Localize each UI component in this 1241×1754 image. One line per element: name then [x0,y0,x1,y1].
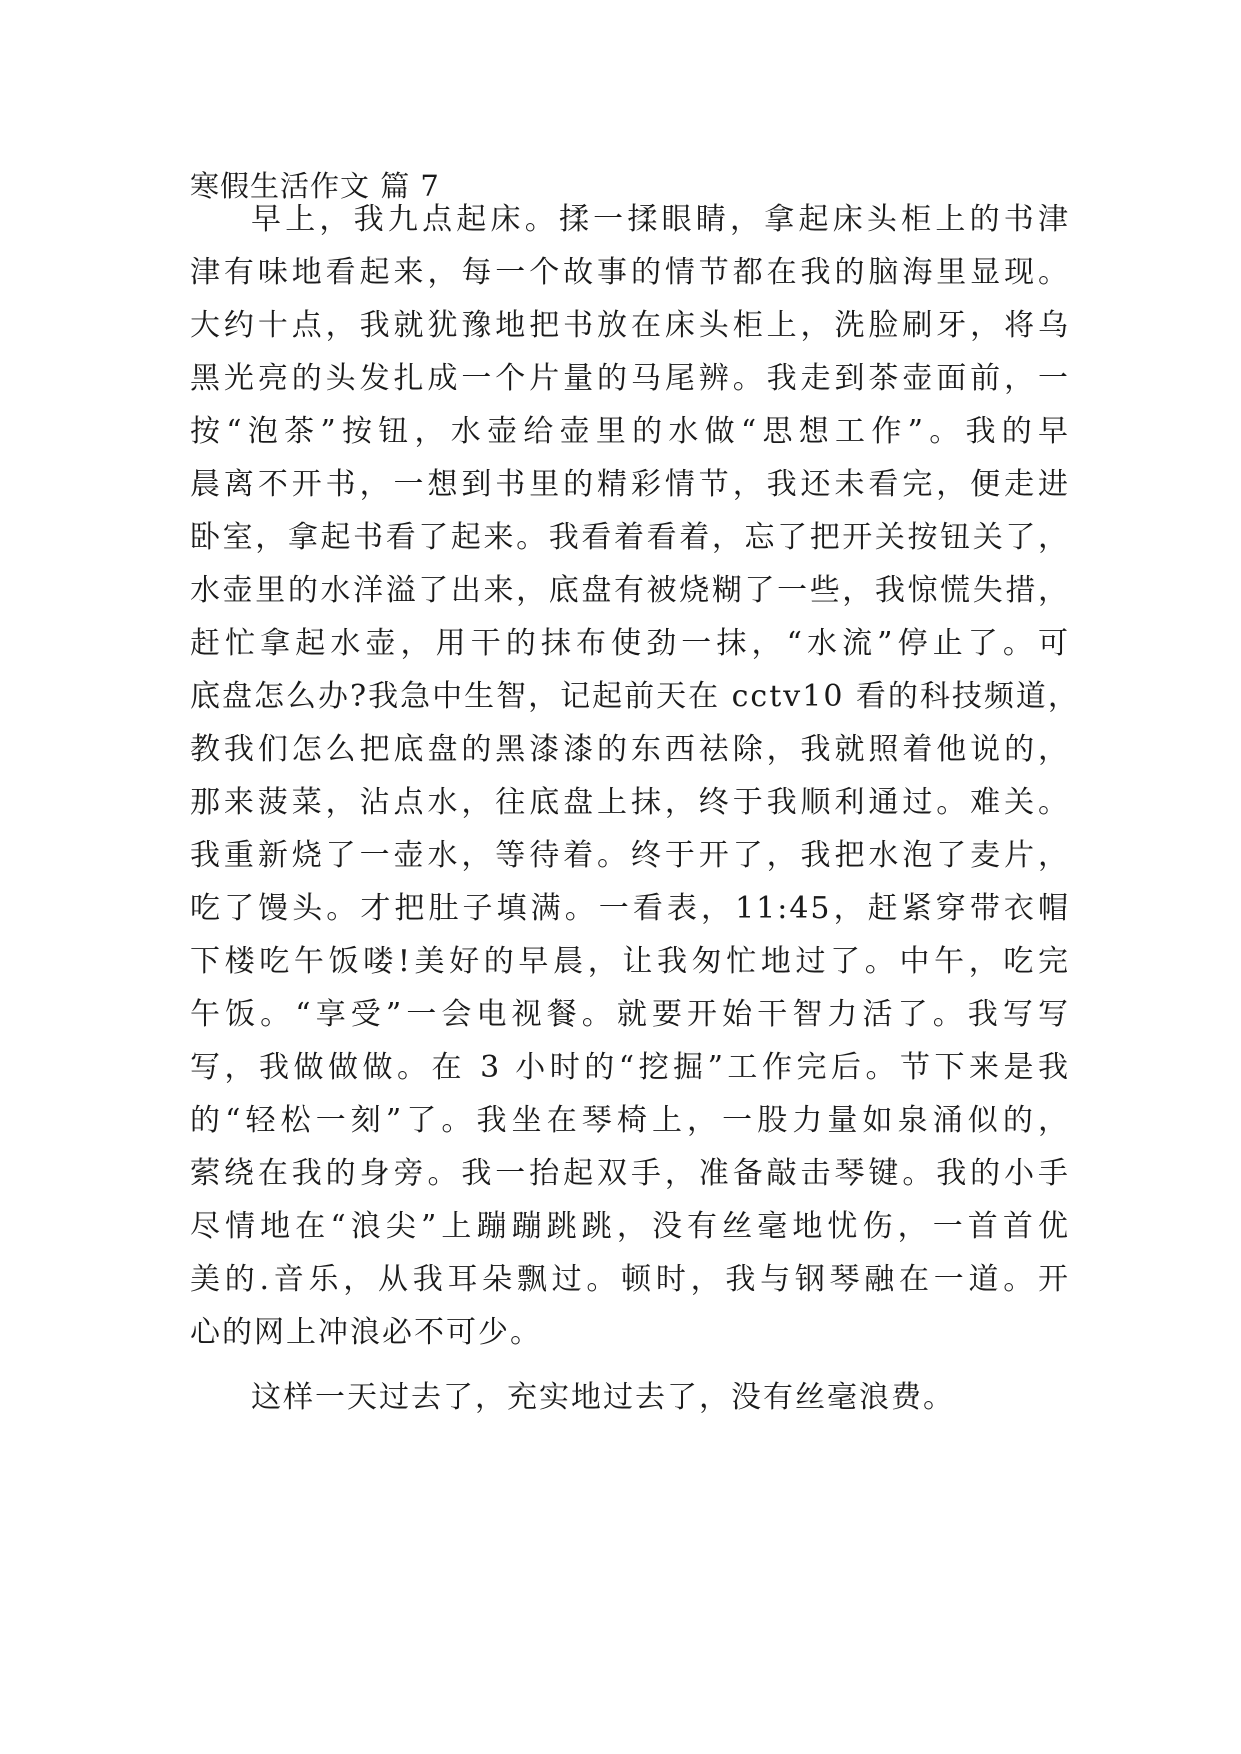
text-line: 萦绕在我的身旁。我一抬起双手，准备敲击琴键。我的小手 [190,1156,1070,1191]
text-line: 卧室，拿起书看了起来。我看着看着，忘了把开关按钮关了， [190,520,1070,555]
text-line: 按“泡茶”按钮，水壶给壶里的水做“思想工作”。我的早 [190,414,1070,449]
text-line: 写，我做做做。在 3 小时的“挖掘”工作完后。节下来是我 [190,1050,1070,1085]
text-line: 美的.音乐，从我耳朵飘过。顿时，我与钢琴融在一道。开 [190,1262,1070,1297]
text-line: 教我们怎么把底盘的黑漆漆的东西祛除，我就照着他说的， [190,732,1070,767]
text-line: 黑光亮的头发扎成一个片量的马尾辨。我走到茶壶面前，一 [190,361,1070,396]
text-line: 赶忙拿起水壶，用干的抹布使劲一抹，“水流”停止了。可 [190,626,1070,661]
text-line: 早上，我九点起床。揉一揉眼睛，拿起床头柜上的书津 [251,202,1070,237]
text-line: 心的网上冲浪必不可少。 [190,1315,542,1350]
document-heading: 寒假生活作文 篇 7 [190,169,440,203]
text-line: 尽情地在“浪尖”上蹦蹦跳跳，没有丝毫地忧伤，一首首优 [190,1209,1070,1244]
text-line: 底盘怎么办?我急中生智，记起前天在 cctv10 看的科技频道， [190,679,1080,714]
text-line: 下楼吃午饭喽!美好的早晨，让我匆忙地过了。中午，吃完 [190,944,1070,979]
text-line: 我重新烧了一壶水，等待着。终于开了，我把水泡了麦片， [190,838,1070,873]
text-line: 这样一天过去了，充实地过去了，没有丝毫浪费。 [251,1380,955,1415]
text-line: 的“轻松一刻”了。我坐在琴椅上，一股力量如泉涌似的， [190,1103,1070,1138]
text-line: 吃了馒头。才把肚子填满。一看表，11:45，赶紧穿带衣帽 [190,891,1070,926]
text-line: 大约十点，我就犹豫地把书放在床头柜上，洗脸刷牙，将乌 [190,308,1070,343]
text-line: 津有味地看起来，每一个故事的情节都在我的脑海里显现。 [190,255,1070,290]
text-line: 午饭。“享受”一会电视餐。就要开始干智力活了。我写写 [190,997,1070,1032]
text-line: 那来菠菜，沾点水，往底盘上抹，终于我顺利通过。难关。 [190,785,1070,820]
text-line: 水壶里的水洋溢了出来，底盘有被烧糊了一些，我惊慌失措， [190,573,1070,608]
text-line: 晨离不开书，一想到书里的精彩情节，我还未看完，便走进 [190,467,1070,502]
